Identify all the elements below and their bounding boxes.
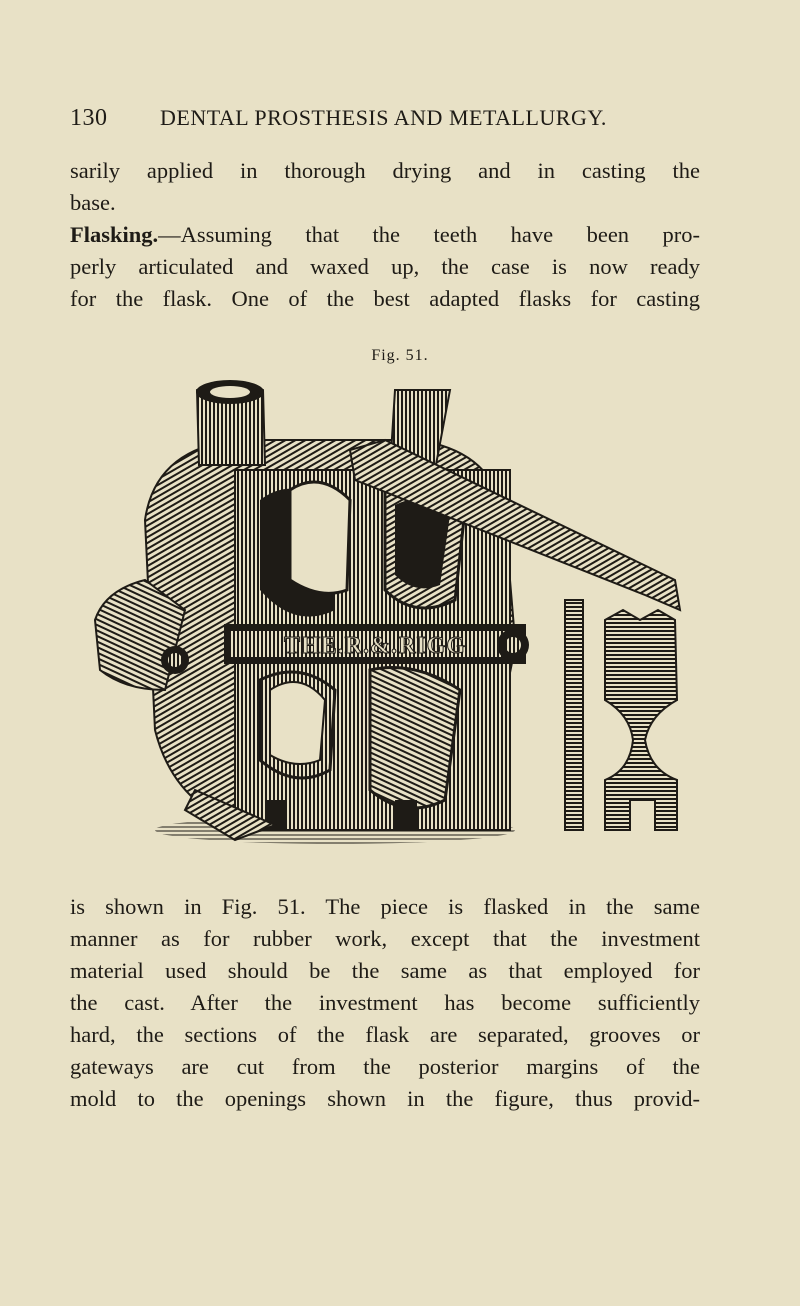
running-title: DENTAL PROSTHESIS AND METALLURGY. <box>160 105 607 130</box>
text-line: for the flask. One of the best adapted flasks for casting <box>70 286 700 311</box>
text-line: hard, the sections of the flask are separated, grooves or <box>70 1022 700 1047</box>
text-line: the cast. After the investment has become sufficiently <box>70 990 700 1015</box>
text-line: material used should be the same as that employed for <box>70 958 700 983</box>
flask-figure <box>85 370 695 870</box>
flask-label: THE.R.&.RIGG <box>283 633 467 659</box>
text-line: base. <box>70 190 116 215</box>
text-line: mold to the openings shown in the figure, thus provid- <box>70 1086 700 1111</box>
text-line: sarily applied in thorough drying and in casting the <box>70 158 700 183</box>
text-line: manner as for rubber work, except that the investment <box>70 926 700 951</box>
text-line: Flasking.—Assuming that the teeth have been pro- <box>70 222 700 247</box>
section-heading: Flasking. <box>70 222 159 247</box>
page-number: 130 <box>70 105 108 131</box>
text-line: gateways are cut from the posterior margins of the <box>70 1054 700 1079</box>
figure-caption: Fig. 51. <box>371 347 429 364</box>
text-line: perly articulated and waxed up, the case is now ready <box>70 254 700 279</box>
text-line: is shown in Fig. 51. The piece is flasked in the same <box>70 894 700 919</box>
